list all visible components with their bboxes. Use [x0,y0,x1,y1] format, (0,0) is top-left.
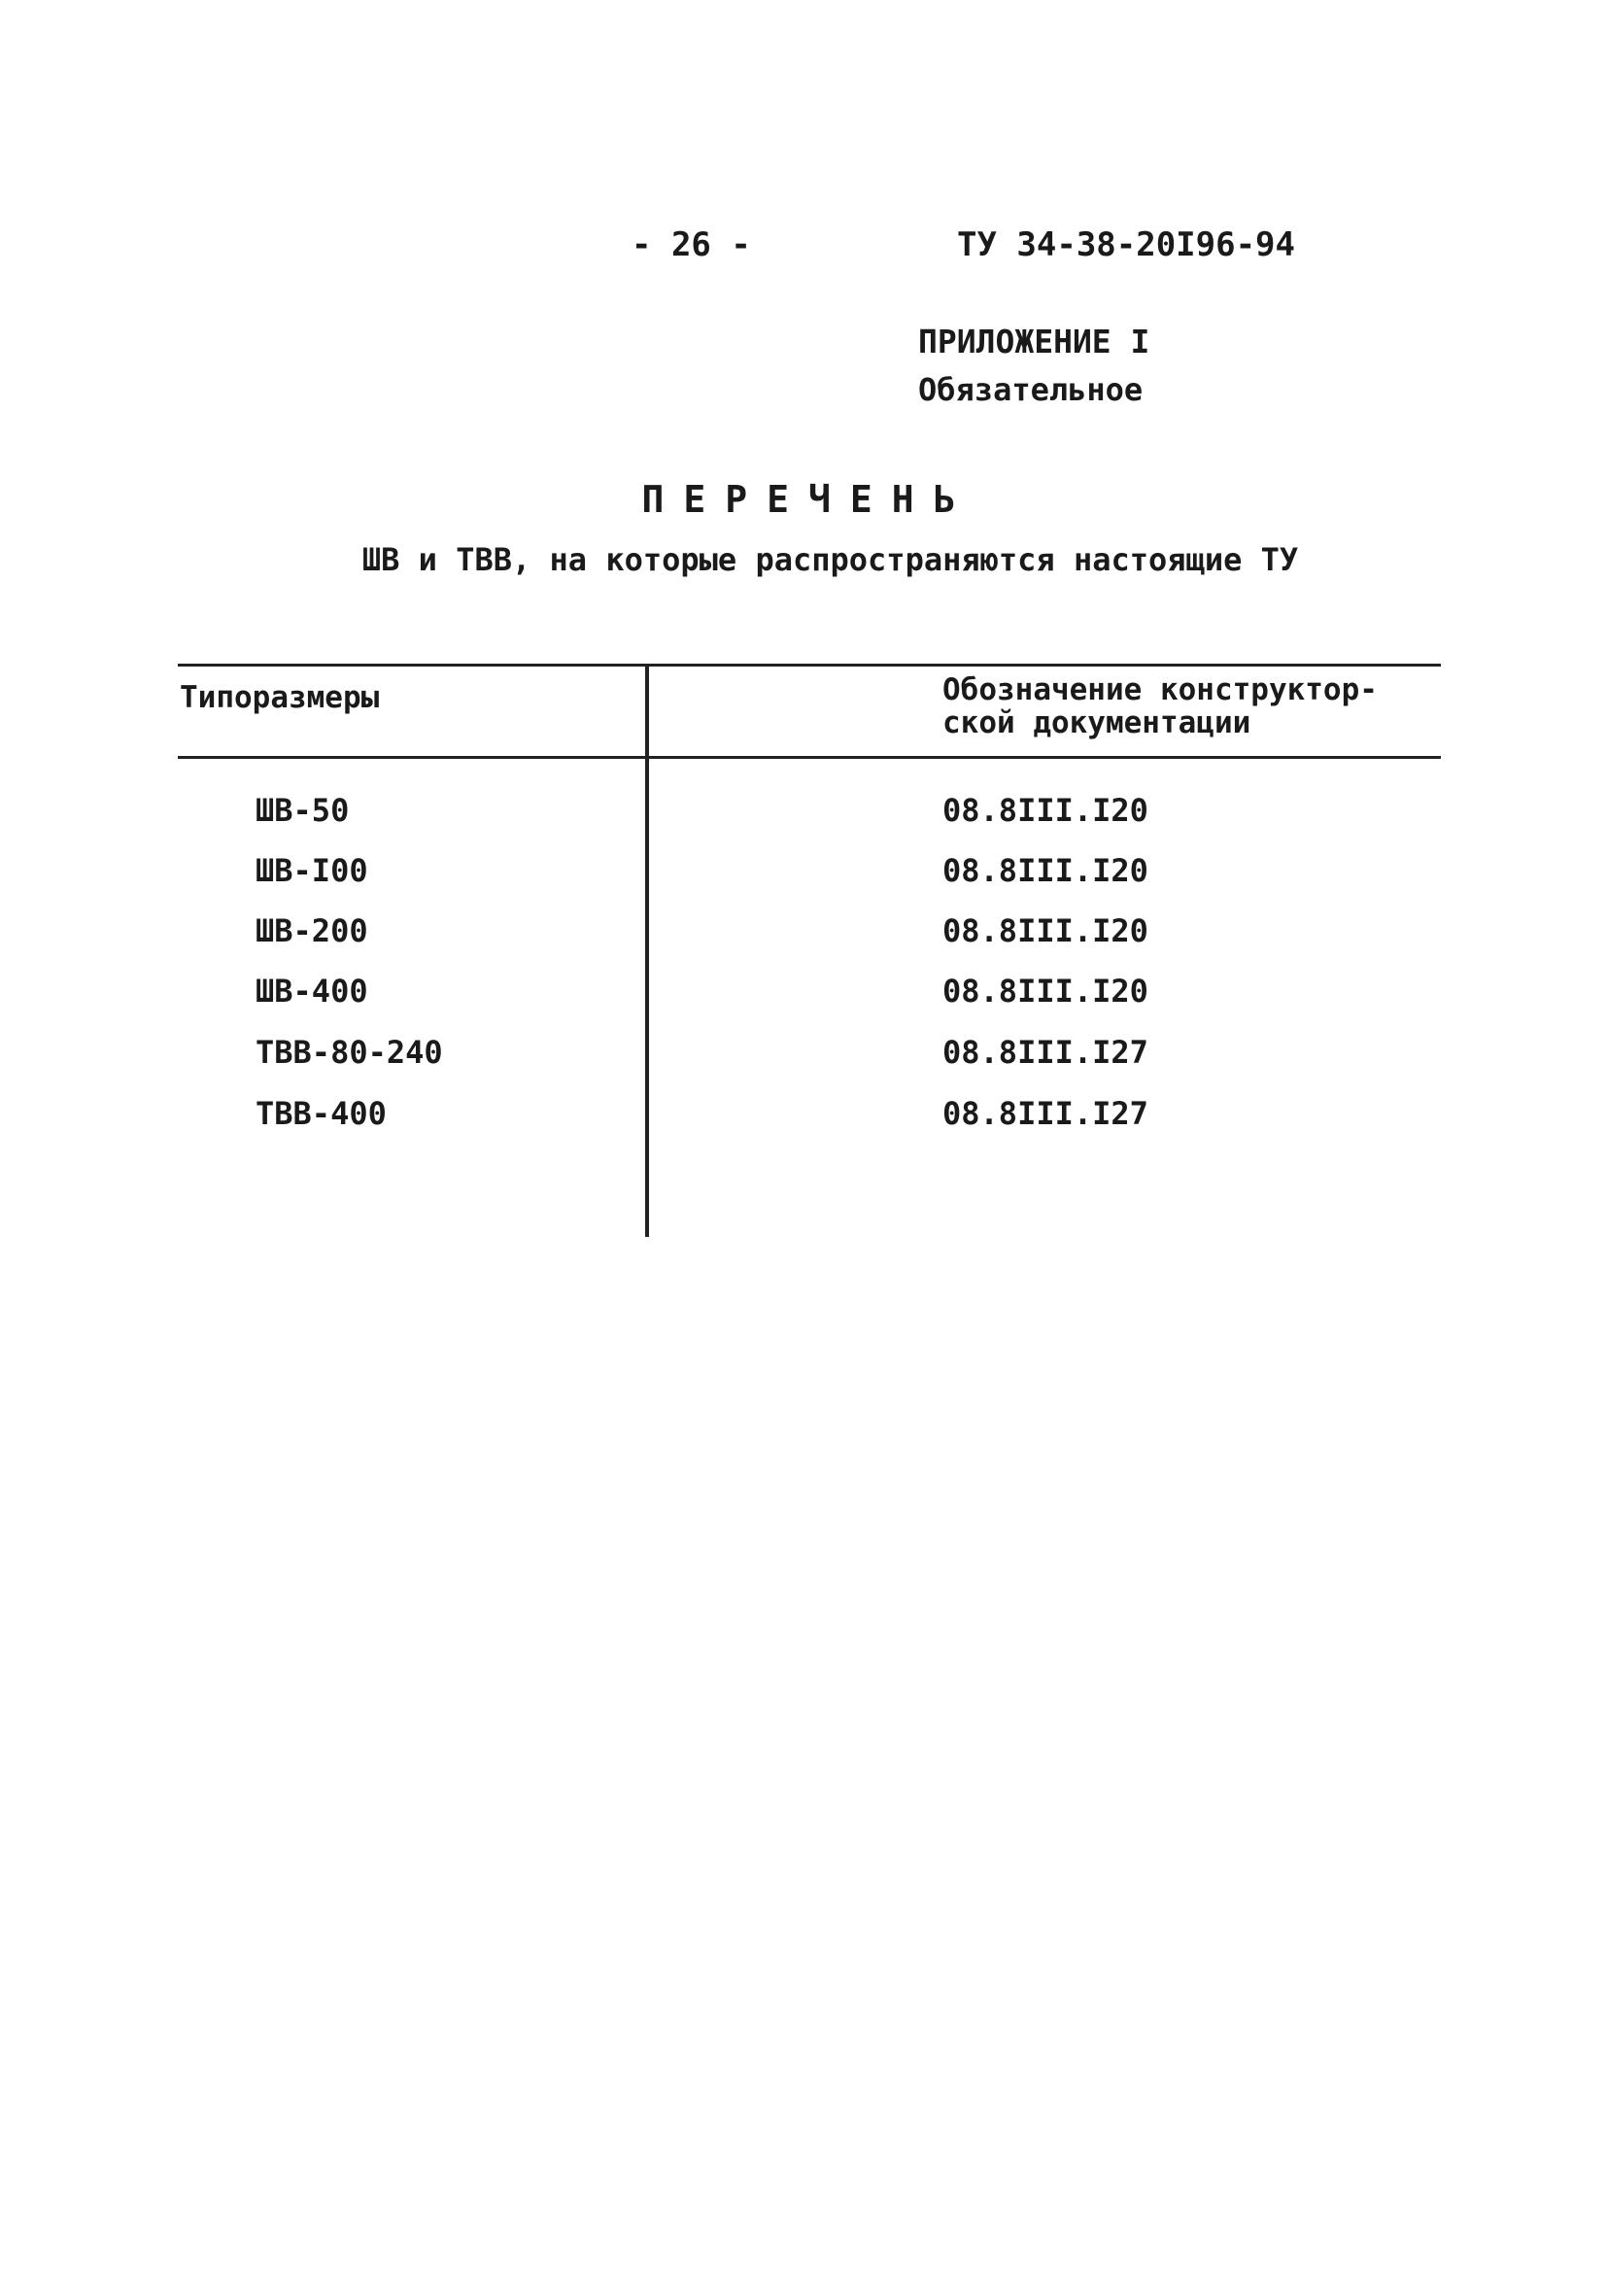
list-subtitle: ШВ и ТВВ, на которые распространяются настоящие ТУ [361,541,1299,578]
column-header-size: Типоразмеры [180,680,380,715]
table-cell-size: ТВВ-400 [256,1095,387,1132]
table-header-rule [178,756,1441,759]
table-cell-doc: 08.8III.I20 [942,792,1148,829]
table-cell-doc: 08.8III.I27 [942,1034,1148,1071]
table-cell-doc: 08.8III.I20 [942,973,1148,1010]
table-cell-size: ШВ-50 [256,792,350,829]
table-column-divider [645,664,649,1237]
table-cell-size: ШВ-200 [256,912,368,949]
page-number: - 26 - [632,225,751,264]
table-cell-doc: 08.8III.I20 [942,912,1148,949]
appendix-status: Обязательное [918,371,1144,408]
table-cell-size: ТВВ-80-240 [256,1034,443,1071]
table-cell-size: ШВ-I00 [256,852,368,889]
list-title: ПЕРЕЧЕНЬ [641,478,975,521]
appendix-label: ПРИЛОЖЕНИЕ I [918,323,1150,360]
table-cell-size: ШВ-400 [256,973,368,1010]
document-code: ТУ 34-38-20I96-94 [957,225,1295,264]
table-cell-doc: 08.8III.I27 [942,1095,1148,1132]
table-top-rule [178,664,1441,667]
table-cell-doc: 08.8III.I20 [942,852,1148,889]
column-header-documentation: Обозначение конструктор- ской документации [942,672,1378,740]
